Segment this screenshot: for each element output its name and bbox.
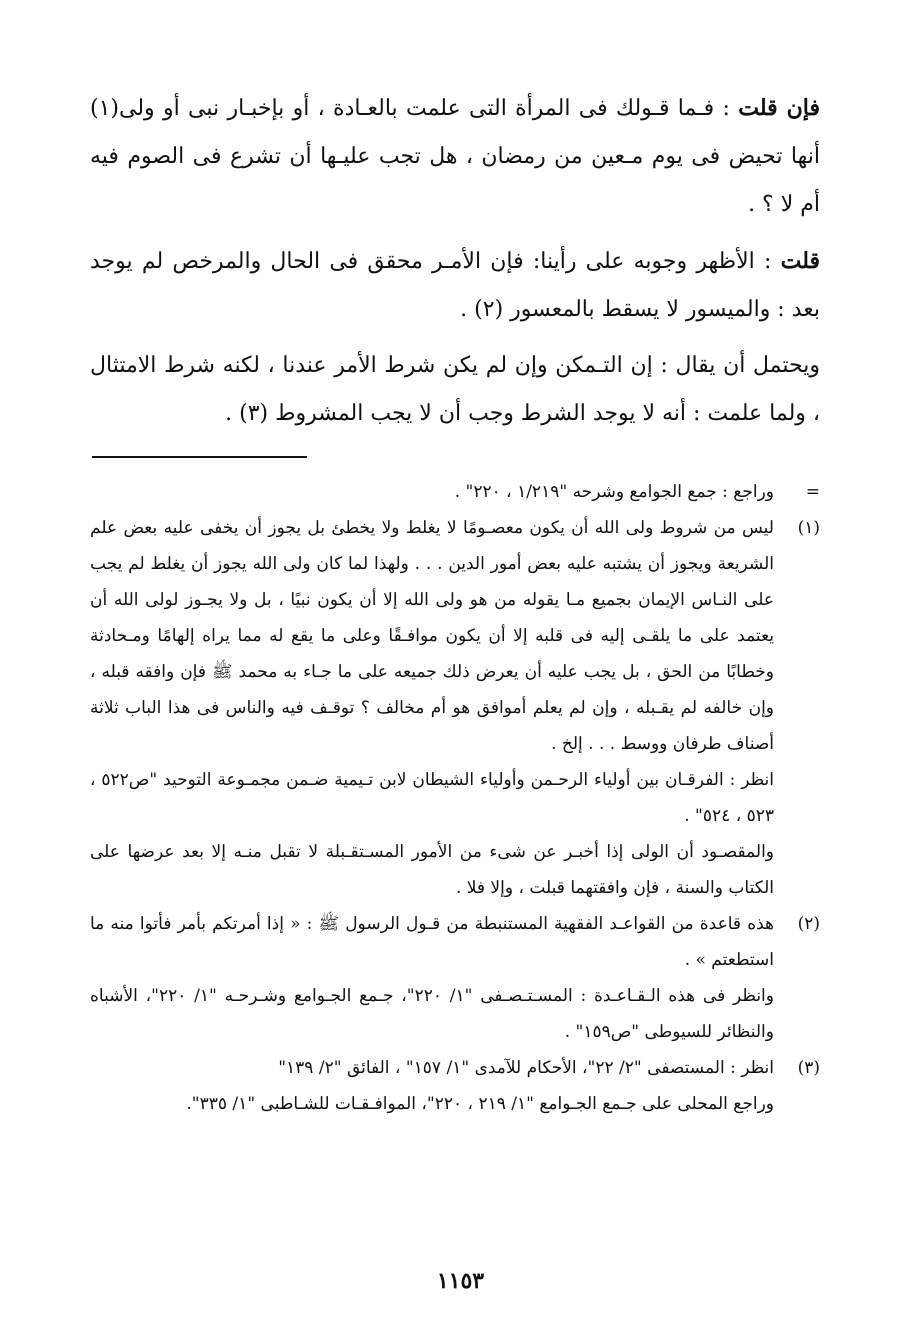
footnote-2-reference: وانظر فى هذه الـقـاعـدة : المسـتـصـفى "١/ ٢٢٠"، جـمع الجـوامع وشـرحـه "١/ ٢٢٠"، الأشباه والنظائر للسيوطى "ص١٥٩" . [90,986,774,1042]
footnote-2 [90,906,820,978]
answer-lead: قلت [780,248,820,274]
main-text [90,84,820,446]
footnote-3-number: (٣) [797,1058,820,1078]
footnote-3 [90,1050,820,1086]
paragraph-alternative: ويحتمل أن يقال : إن التـمكن وإن لم يكن شرط الأمر عندنا ، لكنه شرط الامتثال ، ولما علمت : أنه لا يوجد الشرط وجب أن لا يجب المشروط (٣) . [90,353,820,426]
footnote-1-reference: انظر : الفرقـان بين أولياء الرحـمن وأولياء الشيطان لابن تـيمية ضـمن مجمـوعة التوحيد "ص٥٢٢ ، ٥٢٣ ، ٥٢٤" . [90,770,774,826]
footnote-1 [90,510,820,762]
footnote-3-reference: وراجع المحلى على جـمع الجـوامع "١/ ٢١٩ ، ٢٢٠"، الموافـقـات للشـاطبى "١/ ٣٣٥". [186,1094,774,1114]
paragraph-question [90,84,820,229]
page-number: ١١٥٣ [436,1268,485,1294]
carryover-marker: = [805,482,820,502]
footnote-3-text: انظر : المستصفى "٢/ ٢٢"، الأحكام للآمدى "١/ ١٥٧" ، الفائق "٢/ ١٣٩" [278,1058,774,1078]
answer-text: : الأظهر وجوبه على رأينا: فإن الأمـر محقق فى الحال والمرخص لم يوجد بعد : والميسور لا يسقط بالمعسور (٢) . [90,249,820,322]
footnote-2-text: هذه قاعدة من القواعـد الفقهية المستنبطة من قـول الرسول ﷺ : « إذا أمرتكم بأمر فأتوا منه ما استطعتم » . [90,914,774,970]
footnote-1-number: (١) [797,518,820,538]
footnote-carryover [90,474,820,510]
footnote-divider [92,456,307,458]
footnote-2-number: (٢) [797,914,820,934]
carryover-text: وراجع : جمع الجوامع وشرحه "١/٢١٩ ، ٢٢٠" . [454,482,774,502]
question-text: : فـما قـولك فى المرأة التى علمت بالعـادة ، أو بإخبـار نبى أو ولى(١) أنها تحيض فى يوم مـعين من رمضان ، هل تجب عليـها أن تشرع فى الصوم فيه أم لا ؟ . [90,96,820,217]
footnote-1-text: ليس من شروط ولى الله أن يكون معصـومًا لا يغلط ولا يخطئ بل يجوز أن يخفى عليه بعض علم الشريعة ويجوز أن يشتبه عليه بعض أمور الدين . . . ولهذا لما كان ولى الله يجوز أن يغلط لم يجب على النـاس الإيمان بجميع مـا يقوله من هو ولى الله إلا أن يكون نبيًا ، بل ولا يجـوز لولى الله أن يعتمد على ما يلقـى إليه فى قلبه إلا أن يكون موافـقًا وعلى ما يقع له مما يراه إلهامًا ومـحادثة وخطابًا من الحق ، بل يجب عليه أن يعرض ذلك جميعه على ما جـاء به محمد ﷺ فإن وافقه قبله ، وإن خالفه لم يقـبله ، وإن لم يعلم أموافق هو أم مخالف ؟ توقـف فيه والناس فى هذا الباب ثلاثة أصناف طرفان ووسط . . . إلخ . [90,518,774,754]
footnotes [90,474,820,1122]
question-lead: فإن قلت [738,95,821,121]
paragraph-answer [90,237,820,334]
footnote-1-note: والمقصـود أن الولى إذا أخبـر عن شىء من الأمور المسـتقـبلة لا تقبل منـه إلا بعد عرضها على الكتاب والسنة ، فإن وافقتهما قبلت ، وإلا فلا . [90,842,774,898]
